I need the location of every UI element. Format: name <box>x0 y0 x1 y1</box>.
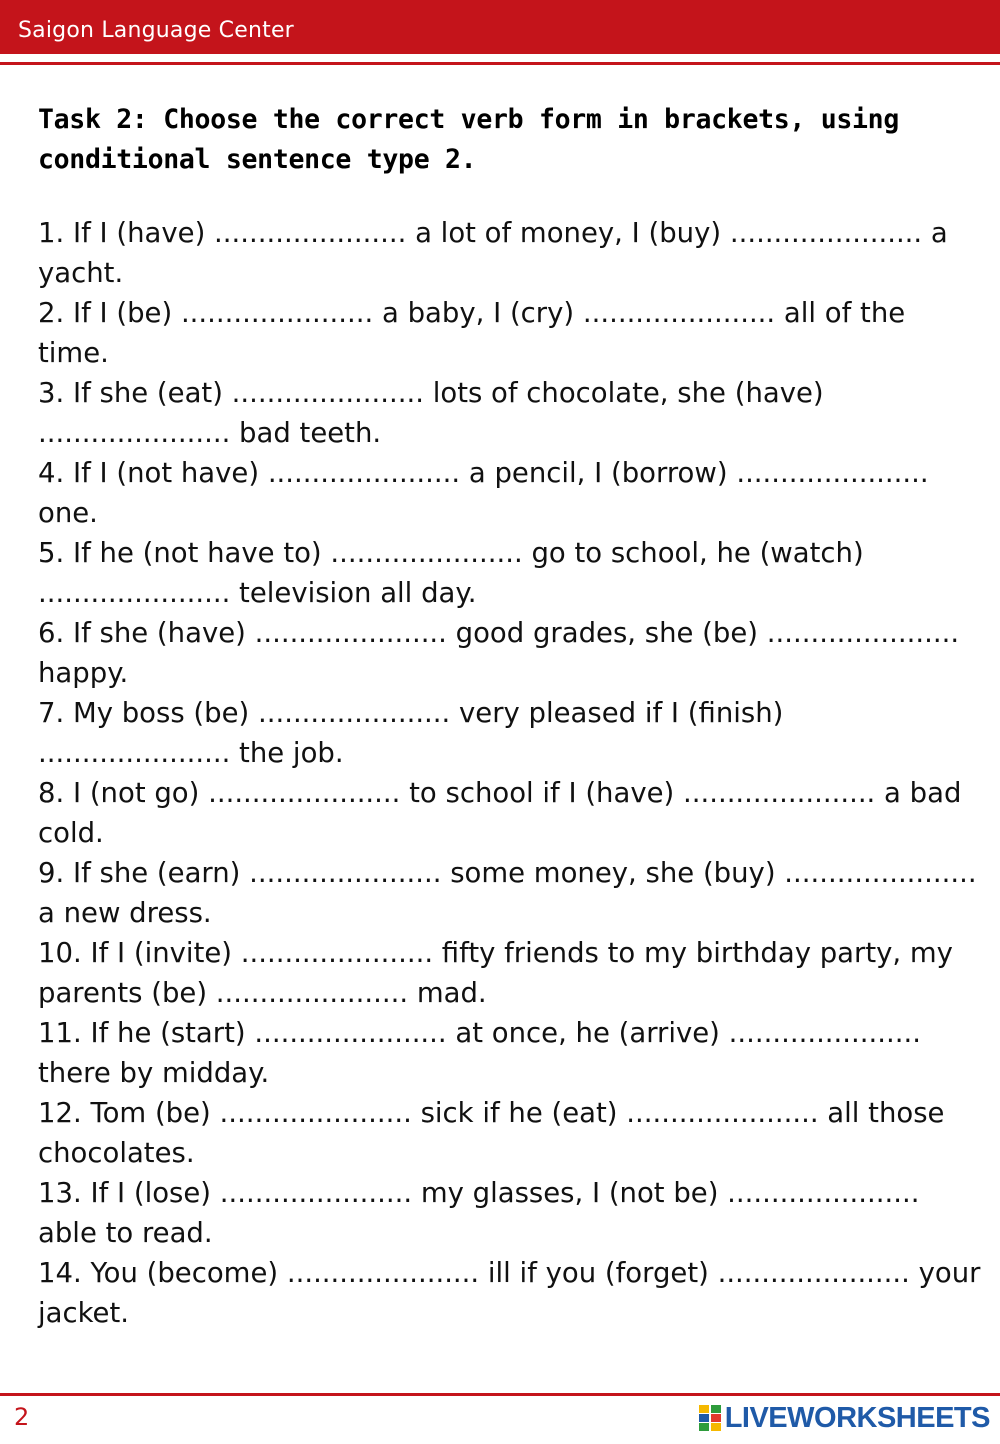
header-title: Saigon Language Center <box>18 18 294 43</box>
page-number: 2 <box>14 1403 30 1431</box>
header-bar <box>0 0 1000 54</box>
exercise-item-11: 11. If he (start) ...................... at once, he (arrive) ...................... there by midday. <box>38 1017 921 1089</box>
exercise-item-9: 9. If she (earn) ...................... some money, she (buy) ...................... a new dress. <box>38 857 977 929</box>
header-divider <box>0 62 1000 65</box>
logo-text: LIVEWORKSHEETS <box>724 1401 990 1434</box>
exercise-item-3: 3. If she (eat) ...................... lots of chocolate, she (have) ...................... bad teeth. <box>38 377 824 449</box>
footer-divider <box>0 1393 1000 1396</box>
task-title: Task 2: Choose the correct verb form in brackets, using conditional sentence type 2. <box>38 104 899 175</box>
exercise-item-6: 6. If she (have) ...................... good grades, she (be) ...................... happy. <box>38 617 960 689</box>
exercise-item-13: 13. If I (lose) ...................... my glasses, I (not be) ...................... able to read. <box>38 1177 920 1249</box>
exercise-item-14: 14. You (become) ...................... ill if you (forget) ...................... your jacket. <box>38 1257 981 1329</box>
liveworksheets-logo-icon <box>699 1405 721 1431</box>
exercise-item-4: 4. If I (not have) ...................... a pencil, I (borrow) ...................... one. <box>38 457 929 529</box>
exercise-item-1: 1. If I (have) ...................... a lot of money, I (buy) ...................... a yacht. <box>38 217 948 289</box>
exercise-item-2: 2. If I (be) ...................... a baby, I (cry) ...................... all of the time. <box>38 297 906 369</box>
exercise-item-7: 7. My boss (be) ...................... very pleased if I (finish) ...................... the job. <box>38 697 784 769</box>
exercise-item-5: 5. If he (not have to) ...................... go to school, he (watch) ...................... television all day. <box>38 537 864 609</box>
exercise-list <box>38 213 983 1333</box>
exercise-item-8: 8. I (not go) ...................... to school if I (have) ...................... a bad cold. <box>38 777 962 849</box>
exercise-item-12: 12. Tom (be) ...................... sick if he (eat) ...................... all those chocolates. <box>38 1097 945 1169</box>
exercise-item-10: 10. If I (invite) ...................... fifty friends to my birthday party, my parents (be) ...................... mad. <box>38 937 953 1009</box>
liveworksheets-logo[interactable] <box>699 1400 990 1436</box>
